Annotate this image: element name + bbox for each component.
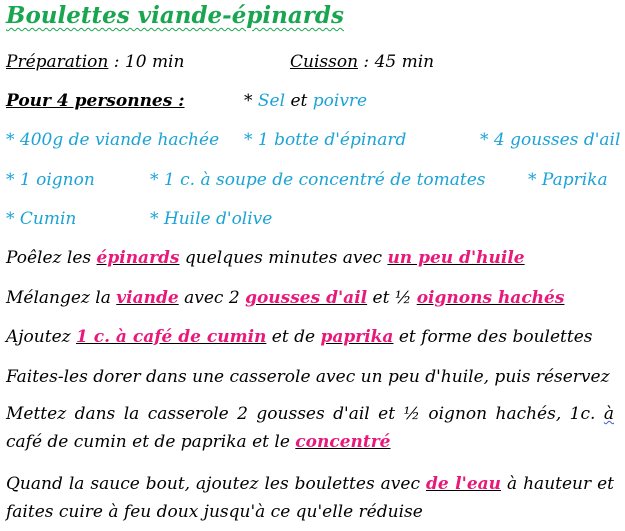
cook-sep: : [358,52,375,72]
step-5-concentrate: concentré [295,432,391,452]
ingredient-paprika: * Paprika [528,170,608,190]
step-6-text-c: à hauteur et faites cuire à feu doux jusqu'à ce qu'elle réduise [6,474,614,522]
ingredient-onion: * 1 oignon [6,170,95,190]
step-6 [6,470,614,526]
pepper-label: poivre [312,91,368,111]
step-5-text-c: café de cumin et de paprika et le [6,432,296,452]
ingredient-tomato: * 1 c. à soupe de concentré de tomates [150,170,486,190]
step-6-water: de l'eau [425,474,502,494]
step-5-text-a: Mettez dans la casserole 2 gousses d'ail et ½ oignon hachés, 1c. [6,404,604,424]
step-2-onions: oignons hachés [416,288,565,308]
step-1-oil: un peu d'huile [387,248,525,268]
step-2-text-a: Mélangez la [6,288,117,308]
prep-label: Préparation [6,52,109,72]
ingredient-salt-pepper [244,91,367,111]
step-3-text-a: Ajoutez [6,327,76,347]
step-2-meat: viande [116,288,179,308]
prep-time [6,52,184,72]
ingredient-garlic: * 4 gousses d'ail [480,130,621,150]
cook-time [290,52,434,72]
step-5 [6,400,614,456]
salt-pepper-star: * [244,91,258,111]
step-2-text-c: avec 2 [178,288,246,308]
step-3-text-e: et forme des boulettes [393,327,593,347]
salt-label: Sel [257,91,286,111]
cook-value: 45 min [374,52,435,72]
step-4: Faites-les dorer dans une casserole avec un peu d'huile, puis réservez [6,367,610,387]
prep-value: 10 min [124,52,185,72]
ingredient-cumin: * Cumin [6,209,77,229]
step-3 [6,327,592,347]
step-6-text-a: Quand la sauce bout, ajoutez les boulettes avec [6,474,426,494]
servings: Pour 4 personnes : [6,91,185,111]
step-2 [6,288,564,308]
step-2-text-e: et ½ [367,288,417,308]
step-1-text-a: Poêlez les [6,248,97,268]
ingredient-meat: * 400g de viande hachée [6,130,220,150]
ingredient-spinach: * 1 botte d'épinard [244,130,407,150]
step-5-a-word: à [603,404,614,424]
recipe-title: Boulettes viande-épinards [6,2,344,29]
step-1 [6,248,525,268]
prep-sep: : [108,52,125,72]
step-3-text-c: et de [266,327,321,347]
step-3-cumin: 1 c. à café de cumin [75,327,267,347]
cook-label: Cuisson [290,52,359,72]
salt-pepper-and: et [285,91,313,111]
step-3-paprika: paprika [320,327,394,347]
ingredient-oil: * Huile d'olive [150,209,273,229]
step-1-spinach: épinards [96,248,180,268]
step-2-garlic: gousses d'ail [245,288,368,308]
step-1-text-c: quelques minutes avec [179,248,388,268]
